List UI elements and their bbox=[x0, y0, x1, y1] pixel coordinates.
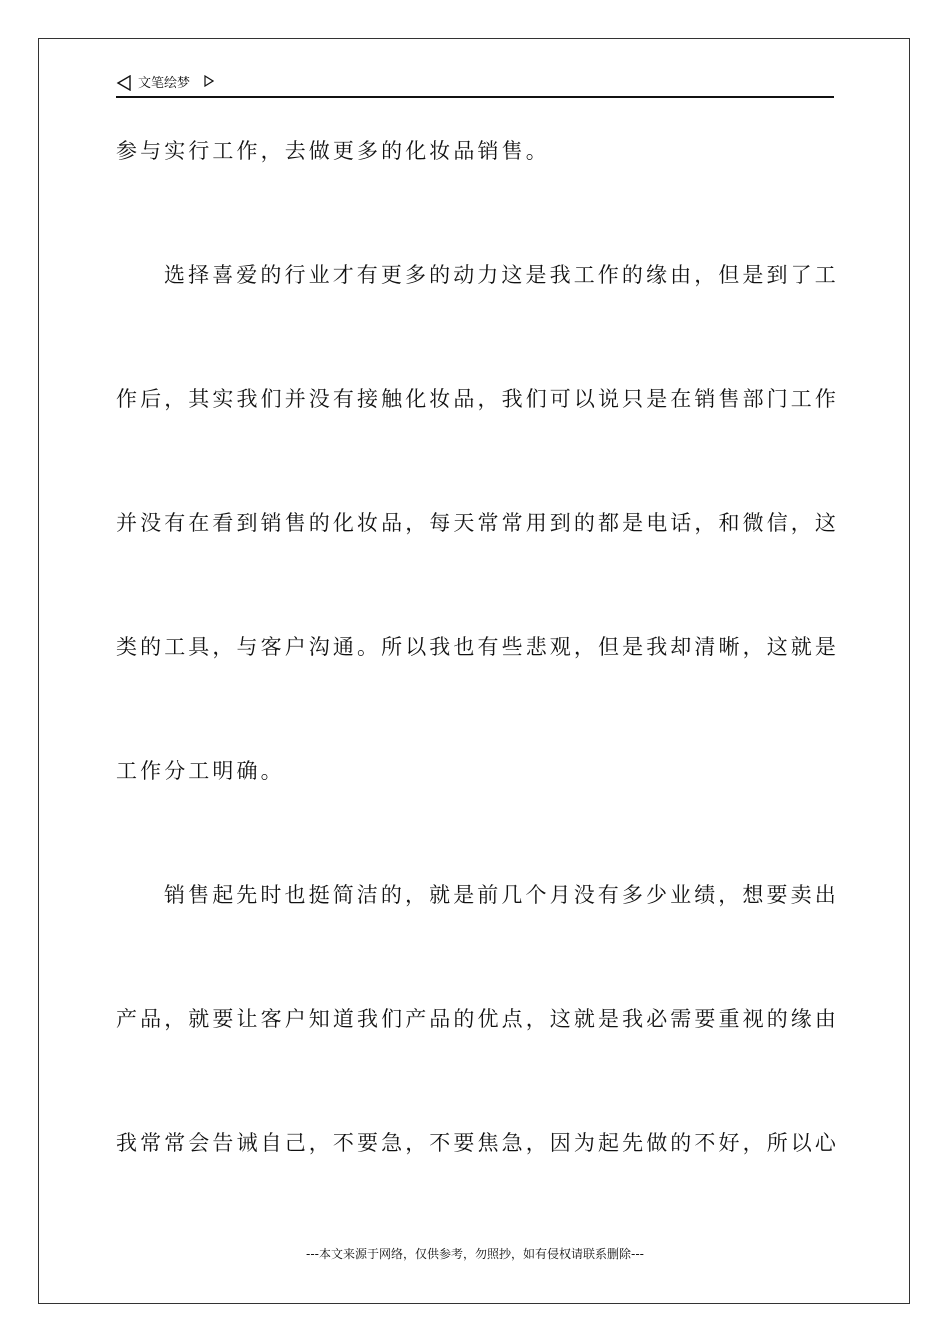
body-line: 工作分工明确。 bbox=[116, 759, 285, 783]
right-triangle-icon bbox=[204, 75, 214, 87]
body-line: 选择喜爱的行业才有更多的动力这是我工作的缘由，但是到了工 bbox=[164, 263, 839, 287]
page-header bbox=[116, 72, 834, 98]
body-line: 销售起先时也挺简洁的，就是前几个月没有多少业绩，想要卖出 bbox=[164, 883, 839, 907]
body-line: 作后，其实我们并没有接触化妆品，我们可以说只是在销售部门工作 bbox=[116, 387, 839, 411]
left-triangle-icon bbox=[116, 75, 132, 91]
body-line: 类的工具，与客户沟通。所以我也有些悲观，但是我却清晰，这就是 bbox=[116, 635, 839, 659]
header-title: 文笔绘梦 bbox=[138, 76, 191, 91]
body-line: 我常常会告诫自己，不要急，不要焦急，因为起先做的不好，所以心 bbox=[116, 1131, 839, 1155]
body-line: 产品，就要让客户知道我们产品的优点，这就是我必需要重视的缘由 bbox=[116, 1007, 839, 1031]
page-footer-disclaimer: ---本文来源于网络，仅供参考，勿照抄，如有侵权请联系删除--- bbox=[306, 1247, 644, 1261]
page-border bbox=[38, 38, 910, 1304]
body-line: 参与实行工作，去做更多的化妆品销售。 bbox=[116, 139, 550, 163]
body-line: 并没有在看到销售的化妆品，每天常常用到的都是电话，和微信，这 bbox=[116, 511, 839, 535]
